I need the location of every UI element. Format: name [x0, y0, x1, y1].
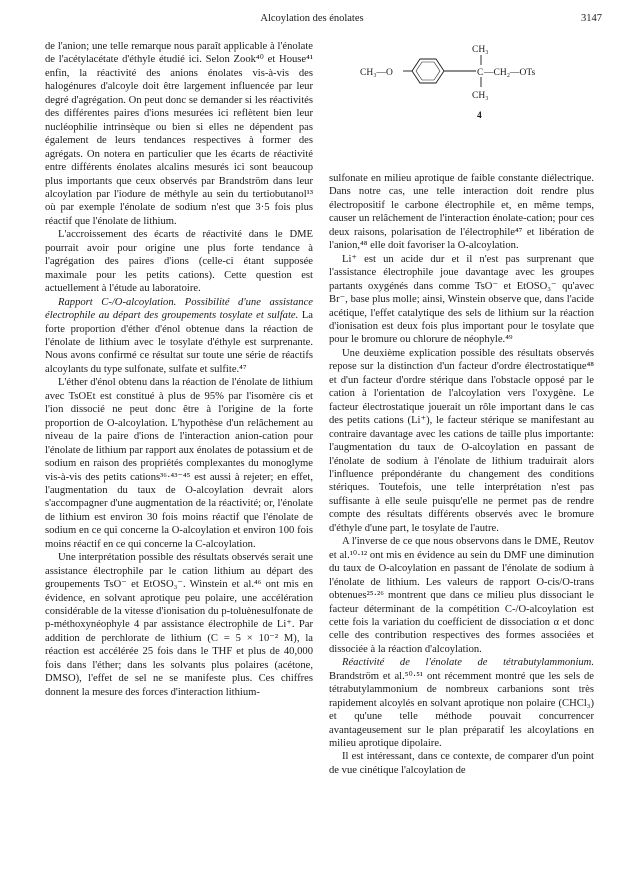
paragraph: L'éther d'énol obtenu dans la réaction de l'énolate de lithium avec TsOEt est constitué à plus de 95% par l'isomère cis et l'ion dissocié ne peut donc être à l'origine de la forte proportion de O-alcoylation. L'hypothèse d'un relâchement au niveau de la paire d'ions de l'interaction anion-cation pour l'énolate de lithium par rapport aux énolates de potassium et de sodium en raison des propriétés complexantes du monoglyme vis-à-vis des petits cations³⁶·⁴³⁻⁴⁵ est aussi à rejeter; en effet, l'augmentation du taux de O-alcoylation devrait alors s'accompagner d'une augmentation de la réactivité; or, l'énolate de lithium est environ 30 fois moins réactif que l'énolate de sodium en ce qui concerne la O-alcoylation et environ 100 fois moins réactif en ce qui concerne la C-alcoylation. [45, 377, 313, 550]
chemical-structure-4 [360, 38, 570, 166]
section-heading: Réactivité de l'énolate de tétrabutylammonium. [342, 657, 594, 669]
paragraph-text: Brandström et al.⁵⁰·⁵¹ ont récemment montré que les sels de tétrabutylammonium de nombreux carbanions sont très rapidement alcoylés en solvant aprotique non polaire (CHCl₃) et qu'une telle méthode pouvait concurrencer avantageusement sur le plan préparatif les alcoylations en milieu aprotique dipolaire. [329, 670, 594, 750]
paragraph-text: La forte proportion d'éther d'énol obtenue dans la réaction de l'énolate de lithium avec le tosylate d'éthyle est surprenante. Nous avons confirmé ce résultat sur toute une série de réactifs alcoylants du type sulfonate, sulfate et sulfite.⁴⁷ [45, 310, 313, 375]
paragraph: de l'anion; une telle remarque nous paraît applicable à l'énolate de l'acétylacétate d'éthyle étudié ici. Selon Zook⁴⁰ et House⁴¹ enfin, la réactivité des anions énolates vis-à-vis des halogénures d'alcoyle doit être largement influencée par leur degré d'agrégation. On peut donc se demander si les réactivités des différentes paires d'ions mesurées ici reflètent bien leur nucléophilie intrinsèque ou bien si elles ne dépendent pas également de leurs tendances respectives à former des agrégats. On notera en particulier que les écarts de réactivité entre différents énolates alcalins mesurés ici sont beaucoup plus importants que ceux observés par Brandström dans leur alcoylation par l'iodure de méthyle au sein du tertiobutanol¹³ où par exemple l'énolate de sodium n'est que 3·5 fois plus réactif que l'énolate de lithium. [45, 41, 313, 227]
paragraph: sulfonate en milieu aprotique de faible constante diélectrique. Dans notre cas, une telle interaction doit rendre plus électropositif le carbone électrophile et, en même temps, causer un relâchement de l'interaction énolate-cation; pour ces deux raisons, polarisation de l'électrophile⁴⁷ et libération de l'anion,⁴⁸ elle doit favoriser la O-alcoylation. [329, 173, 594, 252]
structure-ch3-bottom: CH₃ [472, 91, 489, 101]
structure-number: 4 [477, 111, 482, 121]
structure-c: C [477, 68, 484, 78]
structure-ch3o: CH₃—O [360, 68, 393, 78]
paragraph: L'accroissement des écarts de réactivité dans le DME pourrait avoir pour origine une plus forte tendance à l'agrégation des paires d'ions (celle-ci étant supposée maximale pour les petits cations). Cette question est actuellement à l'étude au laboratoire. [45, 229, 313, 295]
paragraph [45, 296, 313, 377]
paragraph: A l'inverse de ce que nous observons dans le DME, Reutov et al.¹⁰·¹² ont mis en évidence au sein du DMF une diminution du taux de O-alcoylation en passant de l'énolate de sodium à l'énolate de lithium. Les valeurs de rapport O-cis/O-trans obtenues²⁵·²⁶ montrent que dans ce milieu plus dissociant le facteur déterminant de la compétition C-/O-alcoylation est cette fois la variation du coefficient de dissociation α et donc celle des contribution respectives des formes associées et dissociée à la réaction d'alcoylation. [329, 536, 594, 655]
structure-ch3-top: CH₃ [472, 45, 489, 55]
benzene-inner-ring [416, 62, 440, 80]
structure-chain: —CH₂—OTs [484, 68, 536, 78]
running-header [0, 13, 624, 27]
paragraph: Une deuxième explication possible des résultats observés repose sur la distinction d'un facteur d'ordre électrostatique⁴⁸ et d'un facteur d'ordre stérique dans l'obstacle opposé par le cation à l'orientation de l'alcoylation vers l'oxygène. Le facteur électrostatique jouerait un rôle important dans le cas des petits cations (Li⁺), le facteur stérique se manifestant au contraire davantage avec les cations de taille plus importante: l'augmentation du taux de O-alcoylation en passant de l'énolate de sodium à l'énolate de lithium traduirait alors l'influence prépondérante du changement des conditions stériques. Toutefois, une telle interprétation n'est pas suffisante à elle seule puisqu'elle ne permet pas de rendre compte des résultats différents observés avec le bromure d'éthyle d'une part, le tosylate de l'autre. [329, 347, 594, 534]
paragraph: Li⁺ est un acide dur et il n'est pas surprenant que l'assistance électrophile joue davantage avec les groupes partants oxygénés dans comme TsO⁻ et EtOSO₃⁻ qu'avec Br⁻, base plus molle; ainsi, Winstein observe que, dans l'acide acétique, l'effet catalytique des sels de lithium sur la réaction d'ionisation est deux fois plus important pour le tosylate que pour le bromure ou chlorure de néophyle.⁴⁹ [329, 253, 594, 346]
paragraph: Une interprétation possible des résultats observés serait une assistance électrophile par le cation lithium au départ des groupements TsO⁻ et EtOSO₃⁻. Winstein et al.⁴⁶ ont mis en évidence, en solvant aprotique peu polaire, une accélération considérable de la vitesse d'ionisation du p-toluènesulfonate de p-méthoxynéophyle 4 par assistance électrophile de Li⁺. Par addition de perchlorate de lithium (C = 5 × 10⁻² M), la réaction est accélérée 25 fois dans le THF et plus de 40,000 fois dans l'éther; dans les solvants plus polaires (acétone, DMSO), l'effet de sel ne se manifeste plus. Ces chiffres donnent la mesure des forces d'interaction lithium- [45, 552, 313, 698]
page-number: 3147 [581, 13, 602, 24]
left-column [45, 40, 313, 699]
section-heading: Rapport C-/O-alcoylation. Possibilité d'une assistance électrophile au départ des groupements tosylate et sulfate. [45, 296, 313, 322]
running-title: Alcoylation des énolates [260, 13, 364, 24]
benzene-ring [412, 59, 444, 83]
paragraph [329, 656, 594, 750]
paragraph: Il est intéressant, dans ce contexte, de comparer d'un point de vue cinétique l'alcoylation de [329, 751, 594, 776]
right-column [329, 172, 594, 777]
